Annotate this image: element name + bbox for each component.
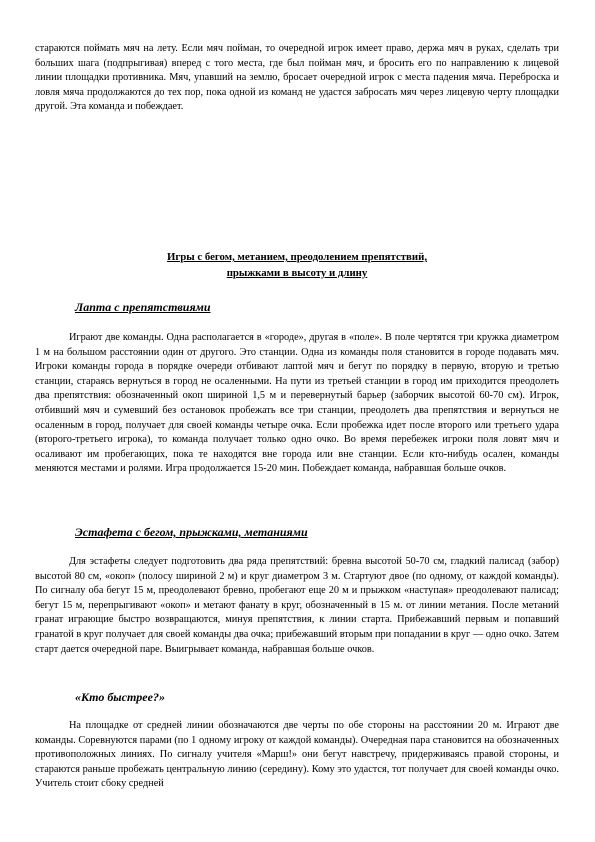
game-2-paragraph: Для эстафеты следует подготовить два ряда препятствий: бревна высотой 50-70 см, гладкий палисад (забор) высотой 80 см, «окоп» (полосу шириной 2 м) и круг диаметром 3 м. Стартуют двое (по одному, от каждой команды). По сигналу оба бегут 15 м, преодолевают бревно, пробегают еще 20 м и прыжком «наступая» преодолевают палисад; бегут 15 м, перепрыгивают «окоп» и метают фанату в круг, обозначенный в 15 м. от линии метания. После метаний гранат играющие быстро возвращаются, минуя препятствия, к линии старта. Прибежавший первым и попавший гранатой в круг получает для своей команды два очка; прибежавший вторым при попадании в круг — одно очко. Затем старт дается очередной паре. Выигрывает команда, набравшая больше очков. — [35, 556, 559, 655]
game-3-block — [35, 719, 559, 792]
game-3-title: «Кто быстрее?» — [75, 690, 165, 704]
section-heading-line-1: Игры с бегом, метанием, преодолением препятствий, — [166, 251, 428, 263]
intro-paragraph-block — [35, 42, 559, 115]
game-2-block — [35, 555, 559, 657]
game-2-title: Эстафета с бегом, прыжками, метаниями — [75, 525, 308, 539]
section-heading — [35, 249, 559, 281]
intro-paragraph: стараются поймать мяч на лету. Если мяч пойман, то очередной игрок имеет право, держа мяч в руках, сделать три больших шага (подпрыгивая) вперед с того места, где был пойман мяч, и бросить его по направлению к лицевой линии площадки противника. Мяч, упавший на землю, бросает очередной игрок с места падения мяча. Переброска и ловля мяча продолжаются до тех пор, пока одной из команд не удастся забросать мяч через лицевую черту площадки другой. Эта команда и побеждает. — [35, 43, 559, 113]
section-heading-line-2: прыжками в высоту и длину — [226, 267, 368, 279]
game-1-paragraph: Играют две команды. Одна располагается в «городе», другая в «поле». В поле чертятся три кружка диаметром 1 м на большом расстоянии один от другого. Это станции. Одна из команды поля становится в городе подавать мяч. Игроки команды города в порядке очереди отбивают лаптой мяч и бегут по порядку в первую, вторую и третью станции, стараясь вернуться в город не осаленными. На пути из третьей станции в город им приходится преодолеть два препятствия: обозначенный окоп шириной 1,5 м и перевернутый барьер (заборчик высотой 60-70 см). Игрок, отбивший мяч и сумевший без остановок пробежать все три станции, преодолеть два препятствия и вернуться не осаленным в город, получает для своей команды четыре очка. Если пробежка идет после второго или третьего удара (второго-третьего игрока), то команда получает только одно очко. Во время перебежек игроки поля ловят мяч и осаливают им пробегающих, пока те находятся вне города или вне станции. Если кто-нибудь осален, команды меняются местами и ролями. Игра продолжается 15-20 мин. Побеждает команда, набравшая больше очков. — [35, 332, 559, 475]
game-3-paragraph: На площадке от средней линии обозначаются две черты по обе стороны на расстоянии 20 м. Играют две команды. Соревнуются парами (по 1 одному игроку от каждой команды). Очередная пара становится на обозначенных противоположных линиях. По сигналу учителя «Марш!» они бегут навстречу, придерживаясь правой стороны, и стараются раньше пробежать центральную линию (середину). Кому это удастся, тот получает для своей команды очко. Учитель стоит сбоку средней — [35, 720, 559, 790]
game-1-block — [35, 331, 559, 477]
game-1-title: Лапта с препятствиями — [75, 300, 211, 314]
